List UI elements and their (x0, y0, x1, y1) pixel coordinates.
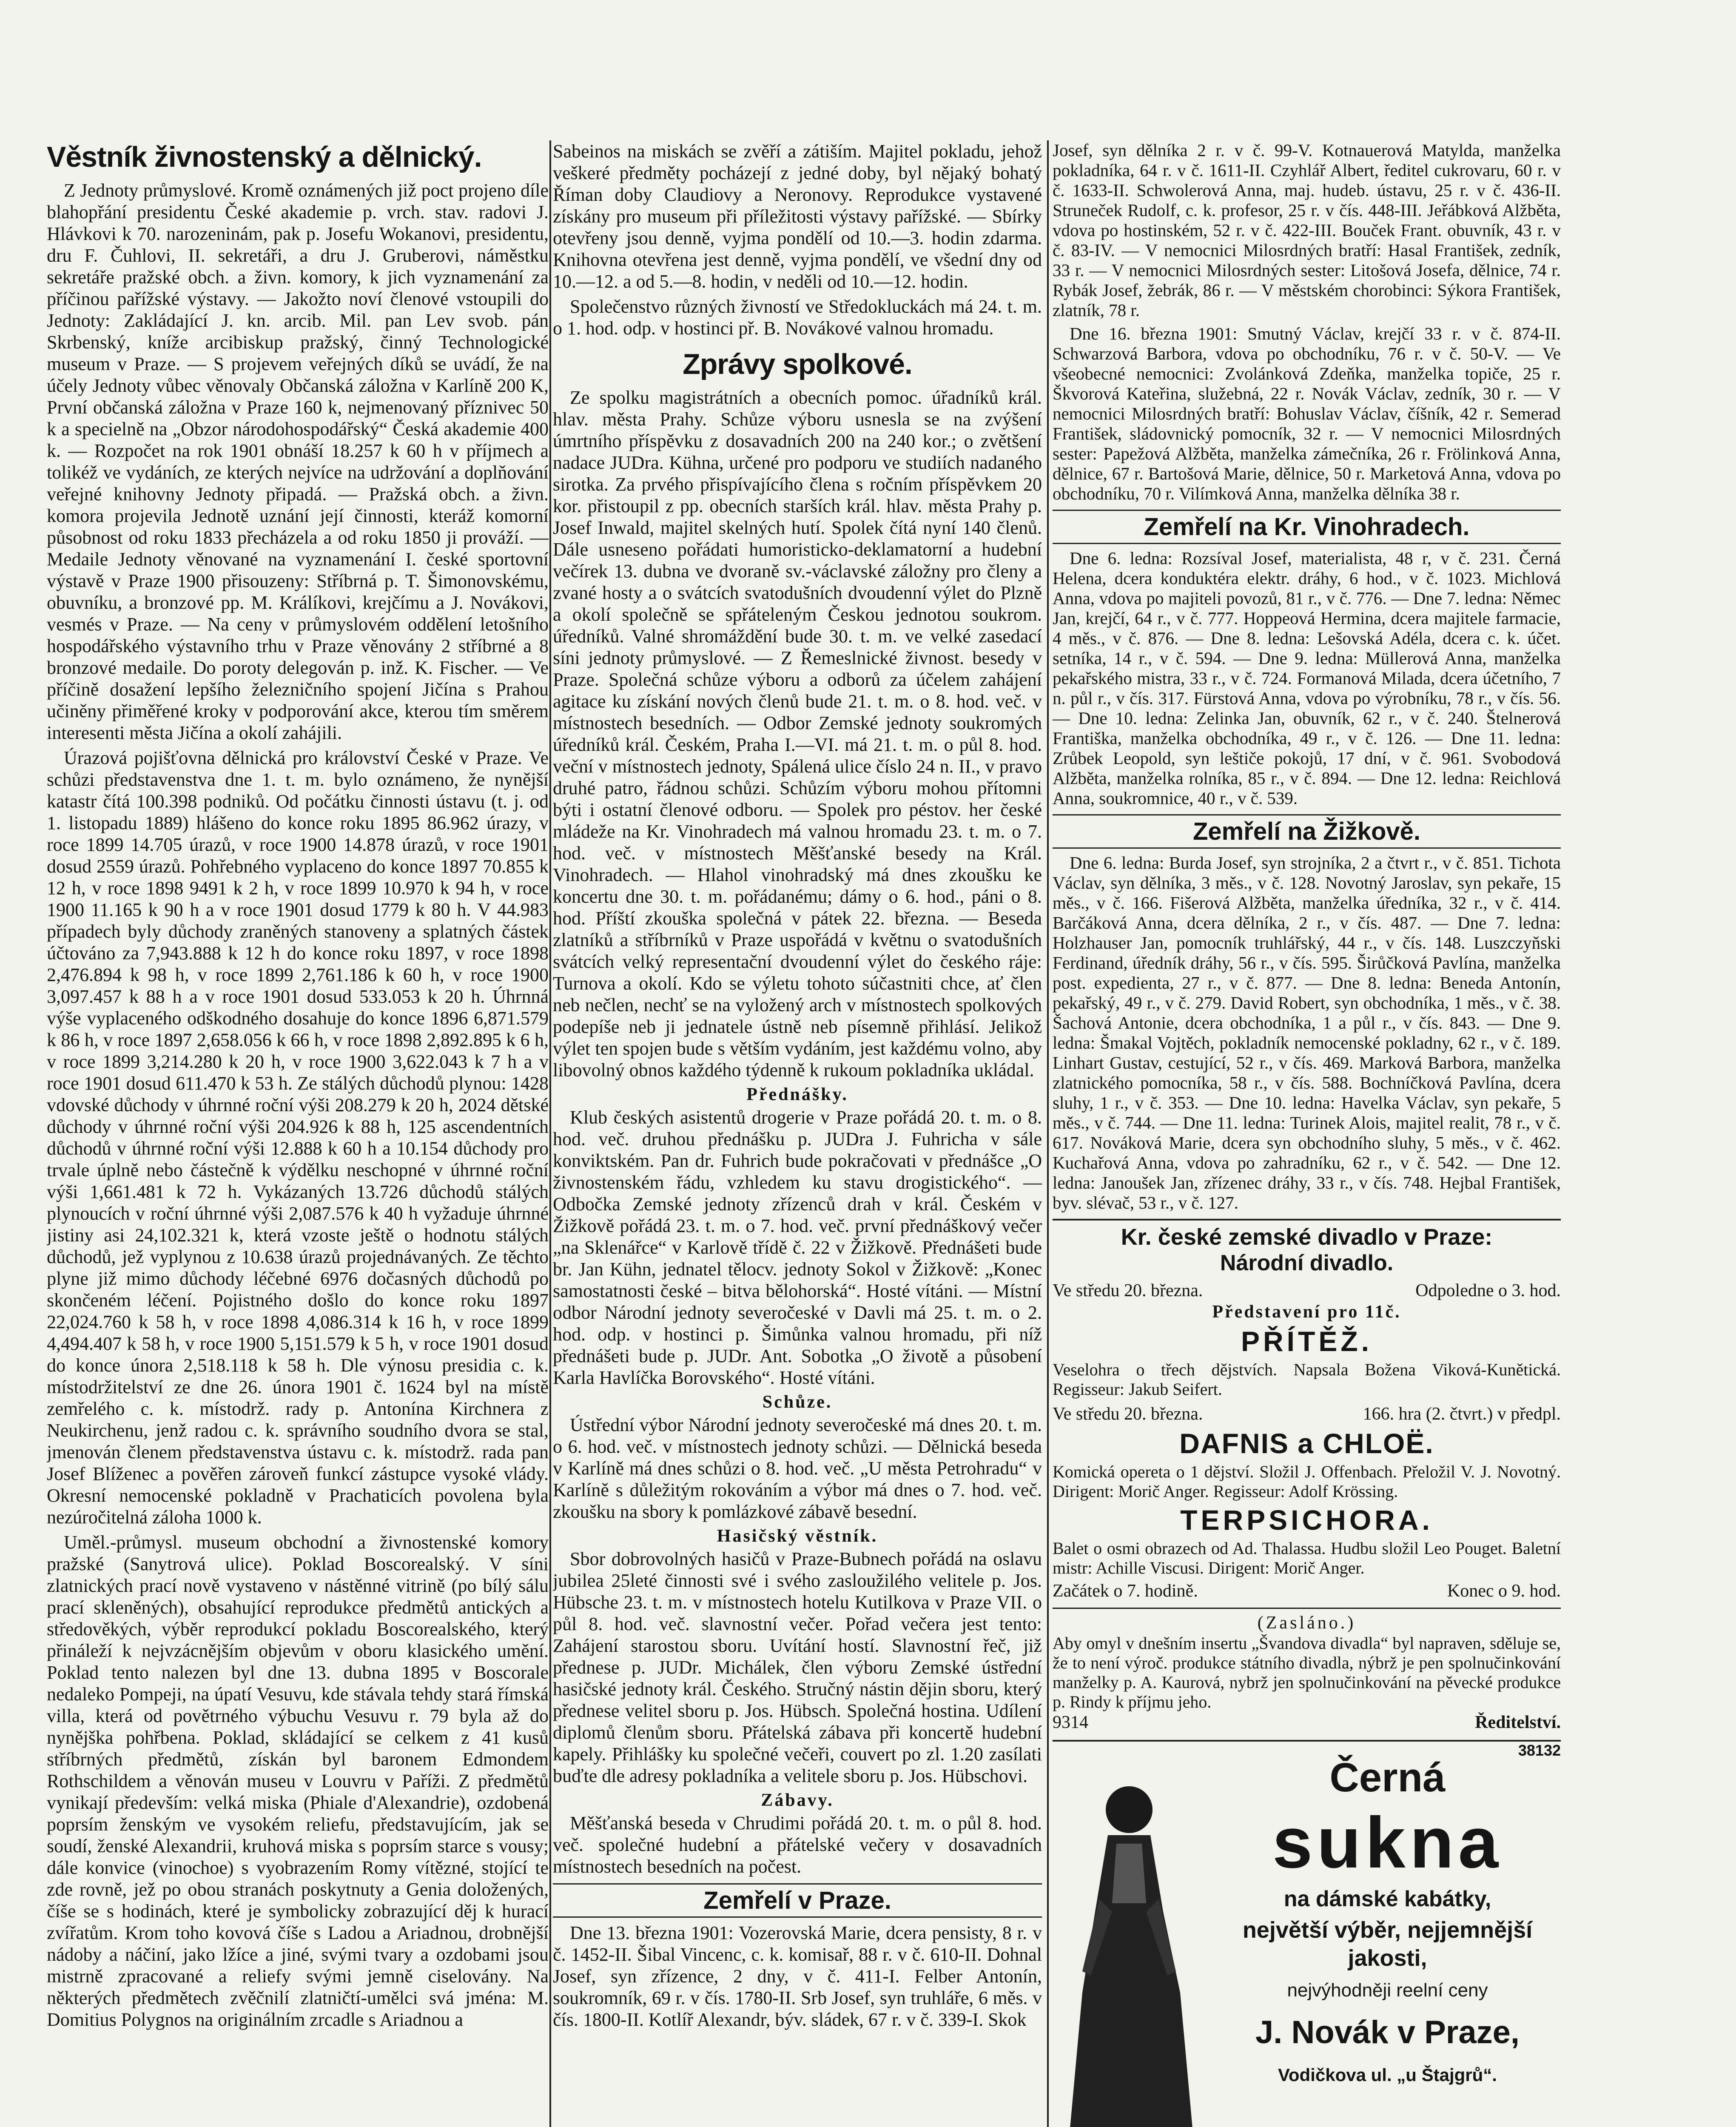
notice-label: (Zasláno.) (1257, 1613, 1356, 1633)
article-paragraph: Ze spolku magistrátních a obecních pomoc. úřadníků král. hlav. města Prahy. Schůze výboru usnesla se na zvýšení úmrtního příspěvku z dosavadních 200 na 240 kor.; o zvětšení nadace JUDra. Kühna, určené pro podporu ve studiích nadaného sirotka. Za prvého přispívajícího člena s ročním příspěvkem 20 kor. přistoupil z pp. obecních starších král. hlav. města Prahy p. Josef Inwald, majitel skelných hutí. Spolek čítá nyní 140 členů. Dále usneseno pořádati humoristicko-deklamatorní a hudební večírek 13. dubna ve dvoraně sv.-václavské záložny pro členy a zvané hosty a o svátcích svatodušních dvoudenní výlet do Plzně a okolí společně se spřáteleným Českou jednotou soukrom. úředníků. Valné shromáždění bude 30. t. m. ve velké zasedací síni jednoty průmyslové. — Z Řemeslnické živnost. besedy v Praze. Společná schůze výboru a odborů za účelem zahájení agitace ku získání nových členů bude 21. t. m. o 8. hod. več. v místnostech besedních. — Odbor Zemské jednoty soukromých úředníků král. Českém, Praha I.—VI. má 21. t. m. o půl 8. hod. veční v místnostech jednoty, Spálená ulice číslo 24 n. II., v pravo druhé patro, řádnou schůzi. Schůzím výboru mohou přítomni býti i ostatní členové odboru. — Spolek pro péstov. her české mládeže na Kr. Vinohradech má valnou hromadu 23. t. m. o 7. hod. več. v místnostech Měšťanské besedy na Král. Vinohradech. — Hlahol vinohradský má dnes zkoušku ke koncertu dne 30. t. m. pořádanému; dámy o 6. hod., páni o 8. hod. Příští zkouška společná v pátek 22. března. — Beseda zlatníků a stříbrníků v Praze uspořádá v květnu o svatodušních svátcích velký representační dvoudenní výlet do českého ráje: Turnova a okolí. Kdo se výletu tohoto súčastniti chce, ať člen neb nečlen, nechť se na vyložený arch v místnostech spolkových podepíše neb ji jednatele ústně neb písemně přihlásí. Jelikož výlet ten spojen bude s větším vydáním, jest každému volno, aby libovolný obnos každého týdenně k rukoum pokladníka ukládal. (553, 387, 1042, 1081)
notice-number: 9314 (1053, 1713, 1088, 1732)
subsection-heading: Přednášky. (746, 1085, 848, 1104)
performance-date: Ve středu 20. března. (1053, 1281, 1203, 1300)
article-paragraph: Úrazová pojišťovna dělnická pro království České v Praze. Ve schůzi představenstva dne 1. t. m. bylo oznámeno, že nynější katastr čítá 100.398 podniků. Od počátku činnosti ústavu (t. j. od 1. listopadu 1889) hlášeno do konce roku 1895 86.962 úrazy, v roce 1899 14.705 úrazů, v roce 1900 14.878 úrazů, v roce 1901 dosud 2559 úrazů. Pohřebného vyplaceno do konce 1897 70.855 k 12 h, v roce 1898 9491 k 2 h, v roce 1899 10.970 k 94 h, v roce 1900 11.165 k 90 h a v roce 1901 dosud 1779 k 80 h. V 44.983 případech byly důchody zraněných stanoveny a splatných částek účtováno za 7,943.888 k 12 h do konce roku 1897, v roce 1898 2,476.894 k 98 h, v roce 1899 2,761.186 k 60 h, v roce 1900 3,097.457 k 88 h a v roce 1901 dosud 533.053 k 20 h. Úhrnná výše vyplaceného odškodného dosahuje do konce 1896 6,871.579 k 86 h, v roce 1897 2,658.056 k 66 h, v roce 1898 2,892.895 k 6 h, v roce 1899 3,214.280 k 20 h, v roce 1900 3,622.043 k 7 h a v roce 1901 dosud 611.470 k 53 h. Ze stálých důchodů plynou: 1428 vdovské důchody v úhrnné roční výši 208.279 k 20 h, 2024 dětské důchody v úhrnné roční výši 204.926 k 88 h, 125 ascendentních důchodů v úhrnné roční výši 12.888 k 60 h a 10.154 důchody pro trvale úplně nebo částečně k výdělku neschopné v úhrnné roční výši 1,661.481 k 72 h. Vykázaných 13.726 důchodů stálých plynoucích v roční úhrnné výši 2,087.576 k 40 h vyžaduje úhrnné jistiny asi 24,102.321 k, která vzoste ještě o hodnotu stálých důchodů, jež vyplynou z 10.638 úrazů projednávaných. Ze těchto plyne již mimo důchody léčebné 6976 dočasných důchodů po skončeném léčení. Pojistného došlo do konce roku 1897 22,024.760 k 58 h, v roce 1898 4,086.314 k 16 h, v roce 1899 4,494.407 k 58 h, v roce 1900 5,151.579 k 5 h, v roce 1901 dosud do konce února 2,518.118 k 58 h. Dle výnosu presidia c. k. místodržitelství ze dne 26. února 1901 č. 1624 byl na místě zemřelého c. k. místodrž. rady p. Antonína Kirchnera z Neukirchenu, jenž radou c. k. správního soudního dvora se stal, jmenován členem představenstva ústavu c. k. místodrž. rada pan Josef Blíženec a pověřen zároveň funkcí zástupce vysoké vlády. Okresní nemocenské pokladně v Prachaticích povolena byla nezúročitelná záloha 1000 k. (47, 747, 549, 1528)
article-paragraph: Dne 13. března 1901: Vozerovská Marie, dcera pensisty, 8 r. v č. 1452-II. Šibal Vincenc, c. k. komisař, 88 r. v č. 610-II. Dohnal Josef, syn zřízence, 2 dny, v č. 411-I. Felber Antonín, soukromník, 69 r. v čís. 1780-II. Srb Josef, syn truhláře, 6 měs. v čís. 1800-II. Kotlíř Alexandr, býv. sládek, 67 r. v č. 339-I. Skok (553, 1922, 1042, 2030)
performance-date-row (1053, 1280, 1561, 1301)
notice-text: Aby omyl v dnešním insertu „Švandova divadla“ byl napraven, sděluje se, že to není výroč. produkce státního divadla, nýbrž je pen spolnučinkování manželky p. A. Kaurová, nybrž jen spolnučinkování na pěvecké produkce p. Rindy k příjmu jeho. (1053, 1634, 1561, 1711)
play-title: DAFNIS a CHLOË. (1179, 1428, 1434, 1459)
section-heading: Zemřelí na Kr. Vinohradech. (1053, 510, 1561, 544)
article-paragraph: Ústřední výbor Národní jednoty severočeské má dnes 20. t. m. o 6. hod. več. v místnostech jednoty schůzi. — Dělnická beseda v Karlíně má dnes schůzi o 8. hod. več. „U města Petrohradu“ v Karlíně s důležitým rokováním a výbor má dnes o 7. hod. več. zkoušku na sbory k pomlázkové zábavě besední. (553, 1414, 1042, 1522)
column-2 (553, 140, 1042, 2127)
column-1 (47, 140, 549, 2127)
subsection-heading: Hasičský věstník. (717, 1526, 878, 1546)
performance-subscription: 166. hra (2. čtvrt.) v předpl. (1363, 1404, 1561, 1424)
play-description: Veselohra o třech dějstvích. Napsala Božena Viková-Kunětická. Regisseur: Jakub Seifert. (1053, 1360, 1561, 1399)
performance-note: Představení pro 11č. (1212, 1302, 1401, 1322)
ad-text: na dámské kabátky, (1284, 1887, 1491, 1911)
article-paragraph: Sbor dobrovolných hasičů v Praze-Bubnech pořádá na oslavu jubilea 25leté činnosti své i svého zasloužilého velitele p. Jos. Hübsche 23. t. m. v místnostech hotelu Kutilkova v Praze VII. o půl 8. hod. več. slavnostní večer. Pořad večera jest tento: Zahájení starostou sboru. Uvítání hostí. Slavnostní řeč, již přednese p. JUDr. Michálek, člen výboru Zemské ústřední hasičské jednoty král. Českého. Stručný nástin dějin sboru, který přednese velitel sboru p. Jos. Hübsch. Společná hostina. Udílení diplomů členům sboru. Přátelská zábava při koncertě hudební kapely. Přihlášky ku společné večeři, couvert po zl. 1.20 zasílati buďte dle adresy pokladníka a velitele sboru p. Jos. Hübschovi. (553, 1548, 1042, 1786)
article-paragraph: Dne 6. ledna: Rozsíval Josef, materialista, 48 r, v č. 231. Černá Helena, dcera konduktéra elektr. dráhy, 6 hod., v č. 1023. Michlová Anna, vdova po majiteli povozů, 81 r., v č. 776. — Dne 7. ledna: Němec Jan, krejčí, 64 r., v č. 777. Hoppeová Hermina, dcera majitele farmacie, 4 měs., v č. 876. — Dne 8. ledna: Lešovská Adéla, dcera c. k. účet. setníka, 14 r., v č. 594. — Dne 9. ledna: Müllerová Anna, manželka pekařského mistra, 33 r., v č. 724. Formanová Milada, dcera účetního, 7 n. půl r., v čís. 317. Fürstová Anna, vdova po výrobníku, 78 r., v čís. 56. — Dne 10. ledna: Zelinka Jan, obuvník, 62 r., v č. 240. Štelnerová Františka, manželka obchodníka, 49 r., v č. 126. — Dne 11. ledna: Zrůbek Leopold, syn leštiče pokojů, 17 dní, v č. 961. Svobodová Alžběta, manželka rolníka, 85 r., v č. 894. — Dne 12. ledna: Reichlová Anna, soukromnice, 40 r., v č. 539. (1053, 548, 1561, 808)
play-description: Balet o osmi obrazech od Ad. Thalassa. Hudbu složil Leo Pouget. Baletní mistr: Achille Viscusi. Dirigent: Morič Anger. (1053, 1539, 1561, 1577)
play-title: PŘÍTĚŽ. (1241, 1326, 1372, 1357)
article-paragraph: Z Jednoty průmyslové. Kromě oznámených již poct projeno díle blahopřání presidentu České akademie p. vrch. stav. radovi J. Hlávkovi k 70. narozeninám, pak p. Josefu Wokanovi, presidentu, dru F. Čuhlovi, II. sekretáři, a dru J. Gruberovi, náměstku sekretáře pražské obch. a živn. komory, k jich vyznamenání za příčinou pařížské výstavy. — Jakožto noví členové vstoupili do Jednoty: Zakládající J. kn. arcib. Mil. pan Lev svob. pán Skrbenský, kníže arcibiskup pražský, činný Technologické museum v Praze. — S projevem veřejných díků se uvádí, že na účely Jednoty vůbec věnovaly Občanská záložna v Karlíně 200 K, První občanská záložna v Praze 160 k, nejmenovaný příznivec 50 k a specielně na „Obzor národohospodářský“ Česká akademie 400 k. — Rozpočet na rok 1901 obnáší 18.257 k 60 h v příjmech a tolikéž ve vydáních, ze kterých nejvíce na udržování a doplňování veřejné knihovny Jednoty připadá. — Pražská obch. a živn. komora projevila Jednotě uznání její činnosti, kteráž komorní působnost od roku 1833 přecházela a od roku 1850 ji prováží. — Medaile Jednoty věnované na vyznamenání I. české sportovní výstavě v Praze 1900 přisouzeny: Stříbrná p. T. Šimonovskému, obuvníku, a bronzové pp. M. Králíkovi, krejčímu a J. Novákovi, vesmés v Praze. — Na ceny v průmyslovém oddělení letošního hospodářského výstavního trhu v Praze věnovány 2 stříbrné a 8 bronzové medaile. Do poroty delegován p. inž. K. Fischer. — Ve příčině dosažení lepšího železničního spojení Jičína s Prahou učiněny přiměřené kroky v podporování akce, kterou tím směrem interesenti města Jičína a okolí zahájili. (47, 180, 549, 743)
section-heading: Zemřelí na Žižkově. (1053, 814, 1561, 849)
notice-signature: Ředitelství. (1475, 1713, 1561, 1732)
article-paragraph: Josef, syn dělníka 2 r. v č. 99-V. Kotnauerová Matylda, manželka pokladníka, 64 r. v č. 1611-II. Czyhlář Albert, ředitel cukrovaru, 60 r. v č. 1633-II. Schwolerová Anna, maj. hudeb. ústavu, 25 r. v č. 436-II. Struneček Rudolf, c. k. profesor, 25 r. v čís. 448-III. Jeřábková Alžběta, vdova po hostinském, 52 r. v č. 422-III. Bouček Frant. obuvník, 43 r. v č. 83-IV. — V nemocnici Milosrdných bratří: Hasal František, zedník, 33 r. — V nemocnici Milosrdných sester: Litošová Josefa, dělnice, 74 r. Rybák Josef, žebrák, 86 r. — V městském chorobinci: Sýkora František, zlatník, 78 r. (1053, 140, 1561, 320)
article-paragraph: Sabeinos na miskách se zvěří a zátiším. Majitel pokladu, jehož veškeré předměty pocházejí z jedné doby, byl nějaký bohatý Říman doby Claudiovy a Neronovy. Reprodukce vystavené získány pro museum při příležitosti výstavy pařížské. — Sbírky otevřeny jsou denně, vyjma pondělí od 10.—3. hodin zdarma. Knihovna otevřena jest denně, vyjma pondělí, ve všední dny od 10.—12. a od 5.—8. hodin, v neděli od 10.—12. hodin. (553, 141, 1042, 292)
column-rule (1047, 140, 1049, 2127)
end-time: Konec o 9. hod. (1447, 1581, 1561, 1601)
section-heading: Věstník živnostenský a dělnický. (47, 141, 482, 173)
start-time: Začátek o 7. hodině. (1053, 1581, 1198, 1601)
article-paragraph: Společenstvo různých živností ve Středokluckách má 24. t. m. o 1. hod. odp. v hostinci př. B. Novákové valnou hromadu. (553, 296, 1042, 339)
column-rule (549, 140, 551, 2127)
ad-text: největší výběr, nejjemnější jakosti, (1242, 1917, 1533, 1971)
woman-figure-illustration (1053, 1771, 1206, 2127)
article-paragraph: Klub českých asistentů drogerie v Praze pořádá 20. t. m. o 8. hod. več. druhou přednášku p. JUDra J. Fuhricha v sále konviktském. Pan dr. Fuhrich bude pokračovati v přednášce „O živnostenském řádu, vzhledem ku stavu drogistického“. — Odbočka Zemské jednoty zřízenců drah v král. Českém v Žižkově pořádá 23. t. m. o 7. hod. več. první přednáškový večer „na Sklenářce“ v Karlově třídě č. 22 v Žižkově. Přednášeti bude br. Jan Kühn, jednatel tělocv. jednoty Sokol v Žižkově: „Konec samostatnosti české – bitva bělohorská“. Hosté vítáni. — Místní odbor Národní jednoty severočeské v Davli má 25. t. m. o 2. hod. odp. v hostinci p. Šimůnka valnou hromadu, při níž přednášeti bude p. JUDr. Ant. Sobotka „O životě a působení Karla Havlíčka Borovského“. Hosté vítáni. (553, 1107, 1042, 1388)
article-paragraph: Dne 6. ledna: Burda Josef, syn strojníka, 2 a čtvrt r., v č. 851. Tichota Václav, syn dělníka, 3 měs., v č. 128. Novotný Jaroslav, syn pekaře, 15 měs., v č. 166. Fišerová Alžběta, manželka úředníka, 32 r., v č. 414. Barčáková Anna, dcera dělníka, 2 r., v čís. 487. — Dne 7. ledna: Holzhauser Jan, pomocník truhlářský, 44 r., v čís. 148. Luszczyňski Ferdinand, úředník dráhy, 56 r., v čís. 595. Širůčková Pavlína, manželka post. expedienta, 27 r., v č. 877. — Dne 8. ledna: Beneda Antonín, pekařský, 49 r., v č. 279. David Robert, syn obchodníka, 1 měs., v č. 38. Šachová Antonie, dcera obchodníka, 1 a půl r., v čís. 843. — Dne 9. ledna: Šmakal Vojtěch, pokladník nemocenské pokladny, 62 r., v č. 189. Linhart Gustav, cestující, 52 r., v čís. 469. Marková Barbora, manželka zlatnického pomocníka, 58 r., v čís. 588. Bochníčková Pavlína, dcera sluhy, 1 r., v č. 353. — Dne 10. ledna: Havelka Václav, syn pekaře, 5 měs., v č. 744. — Dne 11. ledna: Turinek Alois, majitel realit, 78 r., v č. 617. Nováková Marie, dcera syn obchodního sluhy, 5 měs., v č. 462. Kuchařová Anna, vdova po zahradníku, 62 r., v č. 542. — Dne 12. ledna: Janoušek Jan, zřízenec dráhy, 33 r., v čís. 748. Hejbal František, byv. slévač, 53 r., v č. 127. (1053, 853, 1561, 1212)
ad-address: Vodičkova ul. „u Štajgrů“. (1278, 2065, 1497, 2085)
subsection-heading: Zábavy. (761, 1791, 834, 1810)
performance-date-row (1053, 1403, 1561, 1425)
play-description: Komická opereta o 1 dějství. Složil J. Offenbach. Přeložil V. J. Novotný. Dirigent: Morič Anger. Regisseur: Adolf Krössing. (1053, 1462, 1561, 1501)
column-3 (1053, 140, 1561, 2127)
performance-times (1053, 1580, 1561, 1602)
section-heading: Zprávy spolkové. (683, 348, 912, 380)
ad-number: 38132 (1518, 1742, 1561, 1759)
ad-company: J. Novák v Praze, (1255, 2014, 1520, 2050)
performance-date: Ve středu 20. března. (1053, 1404, 1203, 1424)
theatre-subtitle: Národní divadlo. (1220, 1251, 1394, 1275)
article-paragraph: Uměl.-průmysl. museum obchodní a živnostenské komory pražské (Sanytrová ulice). Poklad Boscorealský. V síni zlatnických prací nově vystaveno v nástěnné vitrině (po bílý sálu prací skleněných), obsahující reprodukce předmětů antických a středověkých, výběr reprodukcí pokladu Boscorealského, který přináleží k nejvzácnějším objevům v oboru klasického umění. Poklad tento nalezen byl dne 13. dubna 1895 v Boscorale nedaleko Pompeji, na úpatí Vesuvu, kde stávala tehdy stará římská villa, která od povětrného výbuchu Vesuvu r. 79 byla až do nynějška pohřbena. Poklad, skládající se celkem z 41 kusů stříbrných předmětů, získán byl baronem Edmondem Rothschildem a věnován museu v Louvru v Paříži. Z předmětů vynikají především: velká miska (Phiale d'Alexandrie), ozdobená poprsím ženským ve vysokém reliefu, představujícím, jak se soudí, ženské Alexandrii, kruhová miska s poprsím starce s vousy; dále konvice (vinochoe) s vyobrazením Romy vítězné, stojící te zde rovně, jež po obou stranách poskytnuty a Genia doložených, číše se s hodinách, které je symbolicky zobrazující děj k hurací zvířatům. Krom toho kovová číše s Ladou a Ariadnou, drobnější nádoby a náčiní, jako lžíce a jiné, svými tvary a ozdobami jsou mistrně zpracované a reliefy svými jemně ciselovány. Na některých předmětech zvěčnilí zlatničtí-umělci svá jména: M. Domitius Polygnos na originálním zrcadle s Ariadnou a (47, 1532, 549, 2030)
notice (1053, 1608, 1561, 1733)
performance-time: Odpoledne o 3. hod. (1415, 1281, 1561, 1300)
notice-footer (1053, 1712, 1561, 1733)
subsection-heading: Schůze. (762, 1392, 833, 1412)
section-heading: Zemřelí v Praze. (553, 1883, 1042, 1918)
play-title: TERPSICHORA. (1180, 1504, 1433, 1536)
article-paragraph: Měšťanská beseda v Chrudimi pořádá 20. t. m. o půl 8. hod. več. společné hudební a přátelské večery v dosavadních místnostech besedních na počest. (553, 1813, 1042, 1877)
theatre-listing (1053, 1219, 1561, 1602)
advertisement-sukna (1053, 1740, 1561, 2127)
ad-product: sukna (1272, 1802, 1503, 1883)
theatre-title: Kr. české zemské divadlo v Praze: (1121, 1224, 1493, 1250)
article-paragraph: Dne 16. března 1901: Smutný Václav, krejčí 33 r. v č. 874-II. Schwarzová Barbora, vdova po obchodníku, 76 r. v č. 50-V. — Ve všeobecné nemocnici: Zvolánková Zdeňka, manželka topiče, 25 r. Škvorová Kateřina, služebná, 22 r. Novák Václav, zedník, 30 r. — V nemocnici Milosrdných bratří: Bohuslav Václav, číšník, 42 r. Semerad František, sládovnický pomocník, 32 r. — V nemocnici Milosrdných sester: Papežová Alžběta, manželka zámečníka, 26 r. Frölinková Anna, dělnice, 67 r. Bartošová Marie, dělnice, 50 r. Marketová Anna, vdova po obchodníku, 70 r. Vilímková Anna, manželka dělníka 38 r. (1053, 324, 1561, 503)
ad-headline: Černá (1329, 1755, 1446, 1800)
ad-text: nejvýhodněji reelní ceny (1287, 1980, 1488, 2001)
